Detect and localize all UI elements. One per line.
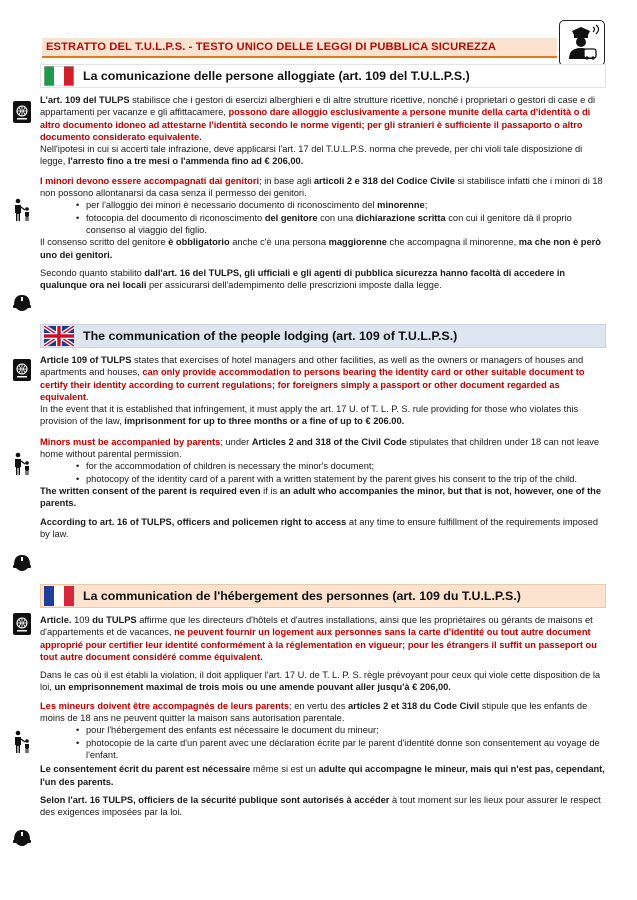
text-bold: articoli 2 e 318 del Codice Civile (313, 175, 455, 186)
text: stabilisce che i gestori di esercizi alberghieri e di altre strutture ricettive, nonché i proprietari o gestori di case e di appartamenti per vacanze e gli affittacamere, (40, 95, 596, 118)
text-red: possono dare alloggio esclusivamente a persone munite della carta d'identità o di altro documento idoneo ad attestarne l'identità secondo le norme vigenti; per gli stranieri è sufficiente il passaporto o altro documento considerato equivalente. (40, 107, 591, 142)
text: if is (260, 485, 280, 496)
paragraph-accommodation (40, 614, 606, 663)
text: affirme que les directeurs d'hôtels et d'autres installations, ainsi que les propriétaires ou gérants de maisons et d'appartements et de vacances, (40, 615, 593, 638)
text: ; in base agli (259, 175, 314, 186)
text-bold: imprisonment for up to three months or a fine of up to € 206.00. (124, 416, 405, 427)
police-officer-icon (559, 20, 605, 66)
text: con cui il genitore dà il proprio consenso al viaggio del figlio. (86, 212, 572, 235)
passport-icon (10, 358, 34, 382)
requirements-list (76, 460, 606, 485)
text: stipule que les enfants de moins de 18 ans ne peuvent quitter la maison sans autorisation parentale. (40, 700, 588, 724)
section-italian (40, 64, 606, 291)
paragraph-accommodation (40, 354, 606, 403)
paragraph-minors (40, 436, 606, 461)
text-bold: maggiorenne (328, 237, 387, 248)
paragraph-consent (40, 236, 606, 261)
paragraph-penalty (40, 143, 606, 168)
text: Dans le cas où il est établi la violation, il doit appliquer l'art. 17 U. de T. L. P. S. règle prévoyant pour ceux qui viole cette disposition de la loi, (40, 670, 601, 693)
text-bold: del genitore (264, 212, 318, 223)
uk-flag-icon (44, 326, 74, 346)
police-helmet-icon (10, 827, 34, 851)
text-red: Les mineurs doivent être accompagnés de leurs parents (40, 700, 290, 711)
text: fotocopia del documento di riconoscimento (86, 212, 265, 223)
text: con una (317, 212, 356, 223)
police-helmet-icon (10, 552, 34, 576)
text-bold: Articles 2 and 318 of the Civil Code (251, 436, 407, 447)
text-bold: du TULPS (92, 615, 137, 625)
passport-icon (10, 100, 34, 124)
list-item: • pour l'hébergement des enfants est nécessaire le document du mineur; (76, 724, 606, 736)
text-red: Minors must be accompanied by parents (40, 436, 221, 447)
text-bold: articles 2 et 318 du Code Civil (347, 700, 480, 711)
text: Nell'ipotesi in cui si accerti tale infrazione, deve applicarsi l'art. 17 del T.U.L.P.S. norma che prevede, per chi violi tale disposizione di legge, (40, 144, 583, 167)
list-item: • for the accommodation of children is necessary the minor's document; (76, 460, 606, 472)
text-bold: dichiarazione scritta (355, 212, 446, 223)
paragraph-penalty (40, 403, 606, 428)
text-red: can only provide accommodation to persons bearing the identity card or other suitable document to certify their identity according to current regulations; for foreigners simply a passport or other document regarded as equivalent (40, 367, 585, 402)
section-english (40, 324, 606, 540)
paragraph-consent (40, 763, 606, 788)
text: ; en vertu des (289, 700, 348, 711)
paragraph-police-access (40, 794, 606, 819)
paragraph-penalty (40, 669, 606, 694)
paragraph-minors (40, 175, 606, 200)
section-header-italian (40, 64, 606, 88)
text-bold: è obbligatorio (168, 237, 230, 248)
section-header-french (40, 584, 606, 608)
italy-flag-icon (44, 66, 74, 86)
police-helmet-icon (10, 292, 34, 316)
section-header-english (40, 324, 606, 348)
list-item: • photocopy of the identity card of a parent with a written statement by the parent gives his consent to the trip of the child. (76, 473, 606, 485)
text-bold: The written consent of the parent is required even (40, 485, 261, 496)
text-bold: ma che non è però uno dei genitori. (40, 237, 601, 260)
passport-icon (10, 612, 34, 636)
text-bold: Le consentement écrit du parent est nécessaire (40, 764, 251, 775)
section-title-english: The communication of the people lodging (art. 109 of T.U.L.P.S.) (83, 329, 458, 343)
parent-child-icon (10, 452, 34, 476)
text: at any time to ensure fulfillment of the requirements imposed by law. (40, 516, 598, 539)
text: per l'alloggio dei minori è necessario documento di riconoscimento del (86, 200, 378, 211)
section-title-french: La communication de l'hébergement des personnes (art. 109 du T.U.L.P.S.) (83, 589, 521, 603)
text: stipulates that children under 18 can not leave home without parental permission. (40, 436, 600, 460)
text: per assicurarsi dell'adempimento delle prescrizioni imposte dalla legge. (146, 280, 442, 291)
text-bold: dall'art. 16 del TULPS, gli ufficiali e gli agenti di pubblica sicurezza hanno facoltà di accedere in qualunque ora nei locali (40, 267, 566, 291)
text-red: ne peuvent fournir un logement aux personnes sans la carte d'identité ou tout autre document approprié pour certifier leur identité conformément à la réglementation en vigueur; pour les étrangers il suffit un passeport ou tout autre document considéré comme équivalent. (40, 627, 597, 662)
paragraph-minors (40, 700, 606, 725)
text-red: I minori devono essere accompagnati dai genitori (40, 175, 260, 186)
text: Secondo quanto stabilito (40, 267, 145, 278)
paragraph-accommodation (40, 94, 606, 143)
document-title: ESTRATTO DEL T.U.L.P.S. - TESTO UNICO DELLE LEGGI DI PUBBLICA SICUREZZA (46, 41, 497, 53)
text: che accompagna il minorenne, (386, 237, 519, 248)
requirements-list (76, 199, 606, 236)
parent-child-icon (10, 730, 34, 754)
list-item (76, 212, 606, 237)
section-french (40, 584, 606, 818)
text-bold: Article 109 of TULPS (40, 355, 132, 365)
paragraph-police-access (40, 516, 606, 541)
text: . (85, 391, 89, 402)
paragraph-consent (40, 485, 606, 510)
text-bold: l'arresto fino a tre mesi o l'ammenda fino ad € 206,00. (67, 156, 304, 167)
requirements-list (76, 724, 606, 761)
text-bold: minorenne (377, 200, 425, 211)
text: ; (424, 200, 428, 211)
text: ; under (220, 436, 252, 447)
paragraph-police-access (40, 267, 606, 292)
text: anche c'è una persona (229, 237, 329, 248)
france-flag-icon (44, 586, 74, 606)
list-item: • photocopie de la carte d'un parent avec une déclaration écrite par le parent d'identité donne son consentement au voyage de l'enfant. (76, 737, 606, 762)
parent-child-icon (10, 198, 34, 222)
text-bold: un emprisonnement maximal de trois mois ou une amende pouvant aller jusqu'à € 206,00. (54, 682, 451, 693)
text-bold: Article. (40, 615, 72, 625)
text: states that exercises of hotel managers and other facilities, as well as the owners or managers of houses and apartments and houses, (40, 355, 584, 378)
text: si stabilisce infatti che i minori di 18 non possono allontanarsi da casa senza il permesso dei genitori. (40, 175, 603, 199)
text-bold: According to art. 16 of TULPS, officers and policemen right to access (40, 516, 347, 527)
text: même si est un (250, 764, 319, 775)
text: Il consenso scritto del genitore (40, 237, 169, 248)
text-bold: an adult who accompanies the minor, but that is not, however, one of the parents. (40, 485, 602, 509)
text: In the event that it is established that infringement, it must apply the art. 17 U. of T. L. P. S. rule providing for those who violates this provision of the law, (40, 404, 579, 427)
text-bold: adulte qui accompagne le mineur, mais qui n'est pas, cependant, l'un des parents. (40, 764, 605, 787)
section-title-italian: La comunicazione delle persone alloggiate (art. 109 del T.U.L.P.S.) (83, 69, 470, 83)
list-item (76, 199, 606, 211)
text: 109 (71, 615, 93, 625)
text-bold: Selon l'art. 16 TULPS, officiers de la sécurité publique sont autorisés à accéder (40, 794, 390, 805)
text-bold: L'art. 109 del TULPS (40, 95, 130, 105)
document-header (42, 38, 557, 58)
text: à tout moment sur les lieux pour assurer le respect des exigences imposées par la loi. (40, 794, 601, 818)
